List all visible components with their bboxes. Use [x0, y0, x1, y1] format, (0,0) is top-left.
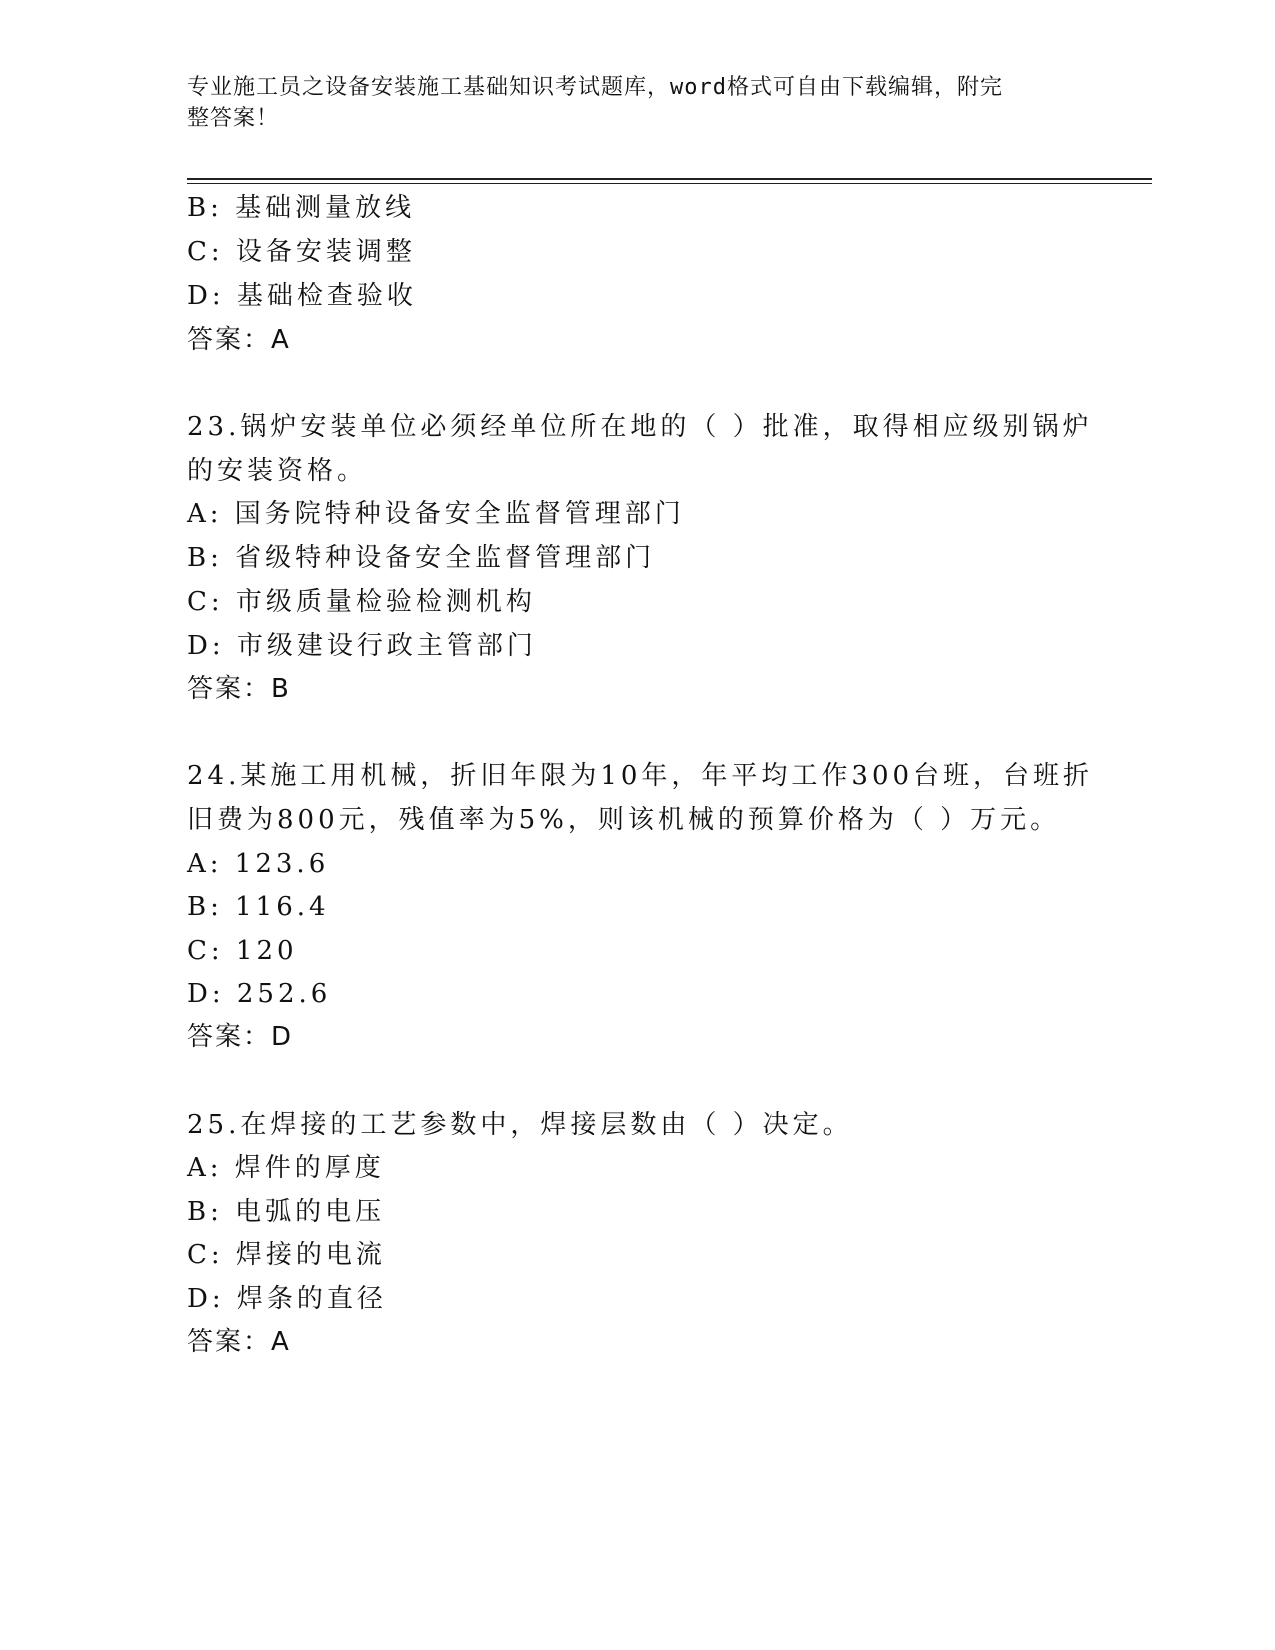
header-divider-thick: [187, 178, 1152, 180]
header-line-2: 整答案！: [187, 106, 280, 131]
option-c: C: 焊接的电流: [187, 1240, 386, 1270]
option-b: B: 省级特种设备安全监督管理部门: [187, 543, 656, 573]
option-b: B: 116.4: [187, 892, 330, 922]
option-a: A: 123.6: [187, 849, 330, 879]
question-23-line-2: 的安装资格。: [187, 456, 368, 486]
option-d: D: 焊条的直径: [187, 1284, 387, 1314]
option-a: A: 焊件的厚度: [187, 1153, 385, 1183]
option-b: B: 基础测量放线: [187, 193, 416, 223]
question-24-line-1: 24.某施工用机械，折旧年限为10年，年平均工作300台班，台班折: [187, 761, 1094, 791]
option-c: C: 120: [187, 936, 298, 966]
answer: 答案：A: [187, 325, 291, 355]
option-c: C: 设备安装调整: [187, 237, 416, 267]
option-d: D: 基础检查验收: [187, 281, 417, 311]
answer: 答案：B: [187, 674, 291, 704]
answer: 答案：A: [187, 1327, 291, 1357]
option-d: D: 252.6: [187, 979, 332, 1009]
option-c: C: 市级质量检验检测机构: [187, 587, 536, 617]
question-23-line-1: 23.锅炉安装单位必须经单位所在地的（ ）批准，取得相应级别锅炉: [187, 412, 1093, 442]
document-header: [187, 72, 1067, 134]
question-25-line-1: 25.在焊接的工艺参数中，焊接层数由（ ）决定。: [187, 1110, 853, 1140]
question-24-line-2: 旧费为800元，残值率为5%，则该机械的预算价格为（ ）万元。: [187, 805, 1061, 835]
option-a: A: 国务院特种设备安全监督管理部门: [187, 499, 685, 529]
answer: 答案：D: [187, 1022, 294, 1052]
option-d: D: 市级建设行政主管部门: [187, 631, 537, 661]
header-line-1: 专业施工员之设备安装施工基础知识考试题库，word格式可自由下载编辑，附完: [187, 75, 1003, 100]
option-b: B: 电弧的电压: [187, 1197, 386, 1227]
header-divider-thin: [187, 183, 1152, 184]
